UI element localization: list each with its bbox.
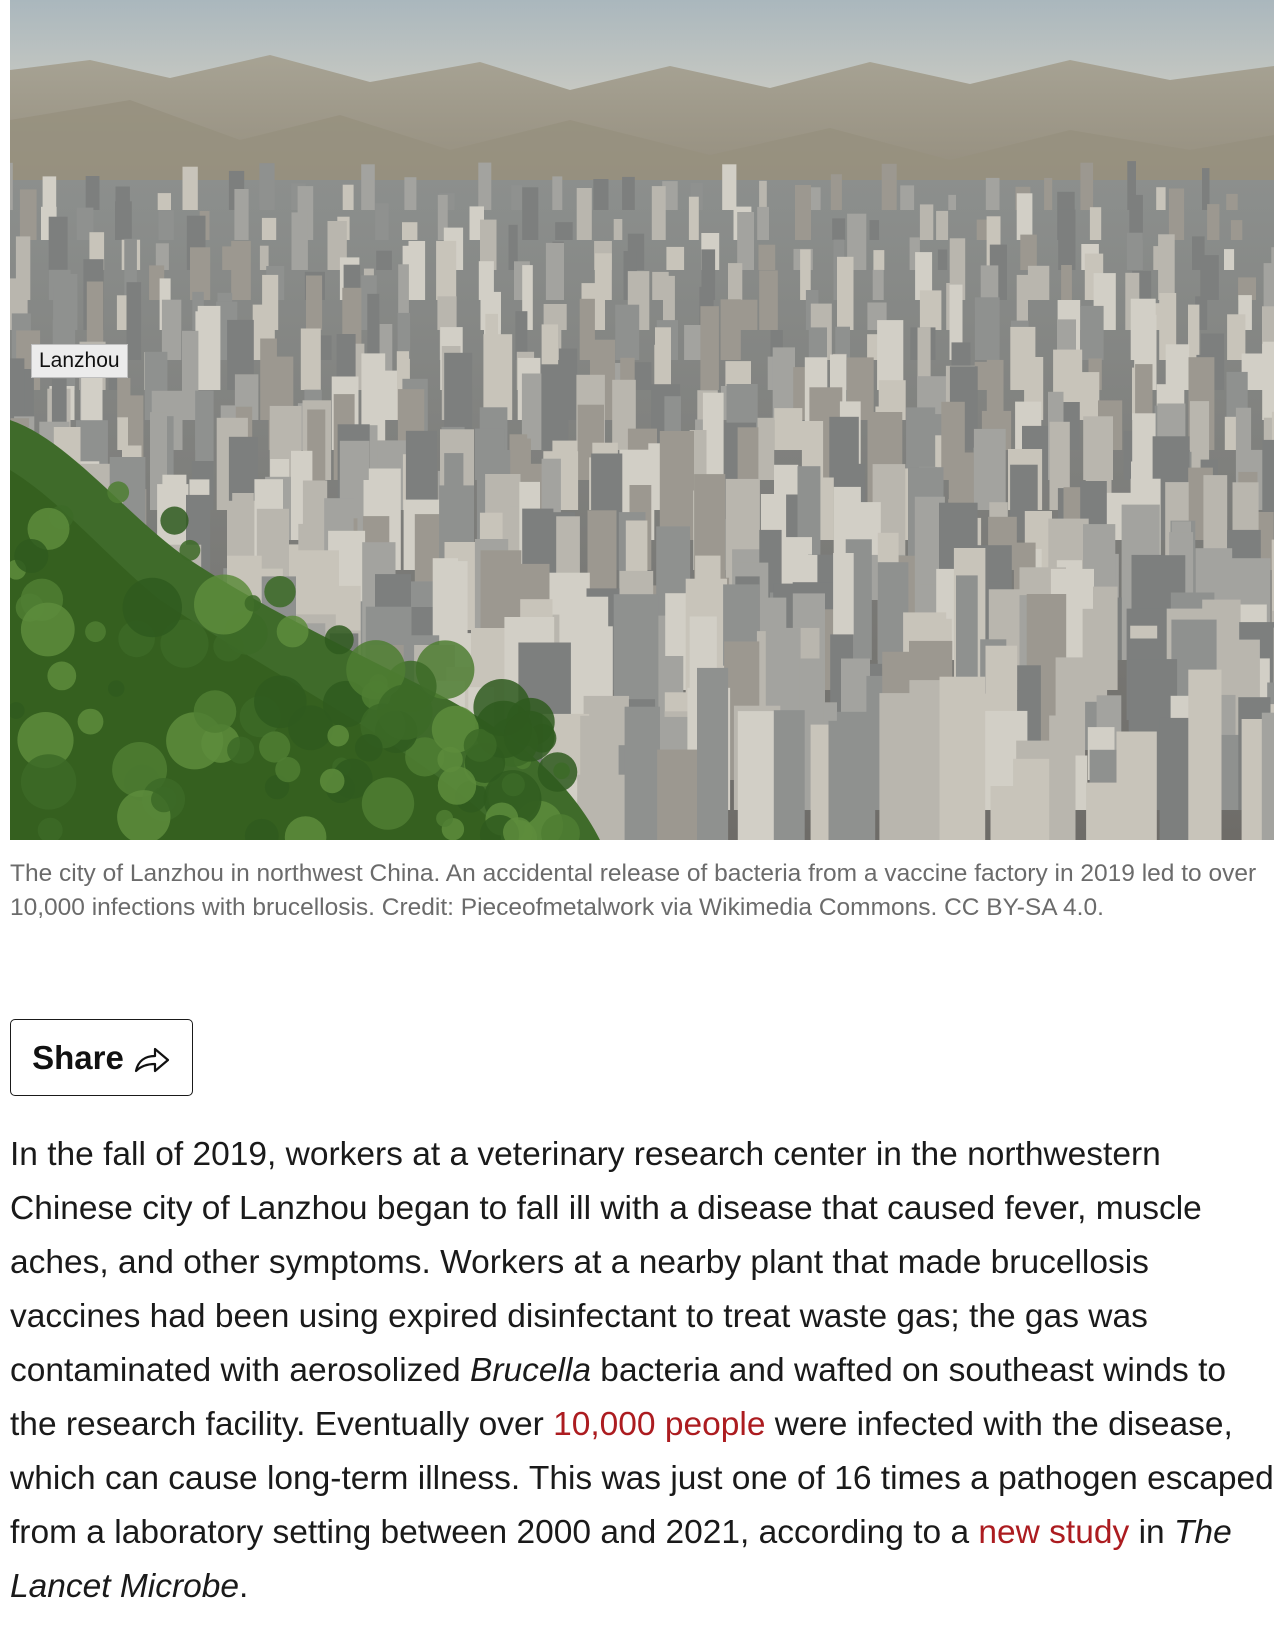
building-shape bbox=[831, 174, 842, 210]
building-shape bbox=[522, 187, 538, 240]
building-shape bbox=[546, 243, 564, 300]
building-shape bbox=[774, 710, 805, 840]
building-shape bbox=[409, 241, 426, 300]
building-shape bbox=[1117, 732, 1157, 841]
foliage-shape bbox=[180, 540, 201, 561]
building-shape bbox=[615, 305, 639, 360]
building-shape bbox=[940, 677, 986, 840]
foliage-shape bbox=[264, 576, 295, 607]
building-shape bbox=[436, 241, 456, 300]
building-shape bbox=[873, 270, 884, 300]
building-shape bbox=[1202, 168, 1210, 210]
building-shape bbox=[1188, 670, 1221, 840]
building-shape bbox=[1224, 249, 1234, 270]
building-shape bbox=[795, 185, 811, 240]
building-shape bbox=[541, 364, 568, 450]
building-shape bbox=[552, 176, 562, 210]
building-shape bbox=[1262, 344, 1274, 420]
building-shape bbox=[10, 163, 13, 210]
hero-image bbox=[10, 0, 1274, 840]
building-shape bbox=[625, 707, 660, 840]
building-shape bbox=[900, 185, 914, 210]
link-new-study[interactable]: new study bbox=[978, 1514, 1130, 1551]
foliage-shape bbox=[21, 754, 76, 809]
building-shape bbox=[1188, 305, 1199, 360]
building-shape bbox=[1169, 189, 1184, 241]
building-shape bbox=[343, 185, 354, 210]
building-shape bbox=[1058, 210, 1075, 270]
foliage-shape bbox=[553, 763, 570, 780]
building-shape bbox=[739, 300, 758, 330]
image-location-label: Lanzhou bbox=[31, 344, 128, 378]
building-shape bbox=[759, 181, 767, 210]
foliage-shape bbox=[14, 539, 48, 573]
image-caption: The city of Lanzhou in northwest China. An accidental release of bacteria from a vaccine factory in 2019 led to over 10,000 infections with brucellosis. Credit: Pieceofmetalwork via Wikimedia Commons. CC BY-SA 4.0. bbox=[10, 860, 1257, 921]
building-shape bbox=[361, 164, 375, 210]
building-shape bbox=[974, 429, 1006, 510]
building-shape bbox=[367, 294, 379, 360]
foliage-shape bbox=[21, 603, 75, 657]
building-shape bbox=[614, 219, 623, 240]
building-shape bbox=[115, 201, 132, 240]
building-shape bbox=[666, 247, 684, 270]
building-shape bbox=[1044, 178, 1052, 210]
building-shape bbox=[920, 204, 933, 240]
foliage-shape bbox=[502, 773, 525, 796]
foliage-shape bbox=[277, 616, 309, 648]
building-shape bbox=[159, 210, 174, 240]
building-shape bbox=[1081, 372, 1100, 420]
foliage-shape bbox=[504, 711, 555, 762]
building-shape bbox=[404, 177, 416, 210]
building-shape bbox=[832, 218, 845, 240]
building-shape bbox=[759, 245, 776, 270]
building-shape bbox=[49, 217, 68, 270]
foliage-shape bbox=[288, 705, 333, 750]
foliage-shape bbox=[355, 734, 383, 762]
building-shape bbox=[1017, 193, 1033, 240]
building-shape bbox=[478, 163, 491, 210]
building-shape bbox=[652, 186, 666, 240]
building-shape bbox=[1020, 235, 1037, 270]
link-10000-people[interactable]: 10,000 people bbox=[553, 1406, 766, 1443]
building-shape bbox=[758, 418, 775, 480]
foliage-shape bbox=[320, 769, 345, 794]
article-paragraph bbox=[10, 1128, 1278, 1614]
building-shape bbox=[870, 220, 880, 240]
foliage-shape bbox=[85, 621, 106, 642]
building-shape bbox=[757, 207, 769, 240]
share-arrow-icon bbox=[133, 1045, 171, 1075]
paragraph-text: bacteria and wafted on southeast winds to the research facility. Eventually over bbox=[10, 1352, 1227, 1443]
building-shape bbox=[1049, 716, 1075, 841]
building-shape bbox=[301, 329, 321, 391]
foliage-shape bbox=[194, 690, 237, 733]
building-shape bbox=[660, 431, 694, 540]
building-shape bbox=[1226, 194, 1238, 210]
share-button[interactable] bbox=[10, 1019, 193, 1096]
building-shape bbox=[20, 189, 37, 240]
foliage-shape bbox=[245, 595, 261, 611]
paragraph-end: . bbox=[239, 1568, 249, 1605]
paragraph-text: In the fall of 2019, workers at a veterinary research center in the northwestern Chinese city of Lanzhou began to fall ill with a disease that caused fever, muscle aches, and other symptoms. Workers at a nearby plant that made brucellosis vaccines had been using expired disinfectant to treat waste gas; the gas was contaminated with aerosolized bbox=[10, 1136, 1202, 1389]
building-shape bbox=[1231, 220, 1242, 240]
city-photo bbox=[10, 0, 1274, 840]
building-shape bbox=[938, 250, 947, 271]
building-shape bbox=[689, 197, 699, 240]
building-shape bbox=[986, 178, 1000, 210]
building-shape bbox=[975, 297, 1000, 360]
foliage-shape bbox=[436, 810, 453, 827]
building-shape bbox=[127, 282, 142, 360]
share-label: Share bbox=[32, 1038, 124, 1076]
building-shape bbox=[1080, 306, 1104, 360]
foliage-shape bbox=[123, 578, 182, 637]
foliage-shape bbox=[362, 777, 414, 829]
building-shape bbox=[759, 270, 778, 330]
building-shape bbox=[1227, 314, 1245, 360]
building-shape bbox=[198, 306, 221, 390]
building-shape bbox=[700, 306, 719, 390]
building-shape bbox=[1028, 266, 1049, 300]
paragraph-text: were infected with the disease, which can cause long-term illness. This was just one of 16 times a pathogen escaped from a laboratory setting between 2000 and 2021, according to a bbox=[10, 1406, 1274, 1551]
foliage-shape bbox=[47, 662, 76, 691]
paragraph-text: in bbox=[1129, 1514, 1174, 1551]
building-shape bbox=[306, 276, 322, 331]
building-shape bbox=[936, 211, 948, 240]
building-shape bbox=[43, 176, 57, 210]
foliage-shape bbox=[259, 731, 290, 762]
building-shape bbox=[877, 320, 903, 390]
building-shape bbox=[402, 222, 417, 240]
building-shape bbox=[86, 176, 100, 210]
building-shape bbox=[920, 290, 942, 330]
building-shape bbox=[697, 668, 728, 840]
building-shape bbox=[1200, 255, 1219, 300]
building-shape bbox=[376, 251, 392, 270]
building-shape bbox=[162, 300, 181, 360]
building-shape bbox=[882, 164, 897, 210]
building-shape bbox=[1262, 713, 1274, 840]
building-shape bbox=[259, 163, 274, 210]
building-shape bbox=[1080, 163, 1093, 210]
foliage-shape bbox=[325, 625, 354, 654]
italic-brucella: Brucella bbox=[469, 1352, 591, 1389]
building-shape bbox=[1207, 204, 1219, 240]
building-shape bbox=[1061, 265, 1072, 300]
foliage-shape bbox=[227, 737, 254, 764]
building-shape bbox=[262, 218, 276, 240]
building-shape bbox=[738, 711, 776, 840]
building-shape bbox=[948, 195, 956, 210]
building-shape bbox=[375, 203, 389, 240]
foliage-shape bbox=[151, 787, 177, 813]
building-shape bbox=[837, 257, 854, 330]
building-shape bbox=[292, 212, 308, 270]
building-shape bbox=[1166, 344, 1190, 390]
journal-title: The Lancet Microbe bbox=[10, 1514, 1232, 1605]
foliage-shape bbox=[160, 506, 188, 534]
building-shape bbox=[183, 167, 198, 210]
foliage-shape bbox=[78, 709, 104, 735]
building-shape bbox=[829, 721, 876, 840]
building-shape bbox=[593, 179, 608, 210]
building-shape bbox=[158, 193, 171, 210]
building-shape bbox=[774, 408, 802, 450]
building-shape bbox=[555, 222, 573, 240]
building-shape bbox=[728, 263, 742, 300]
building-shape bbox=[231, 241, 251, 300]
foliage-shape bbox=[327, 725, 349, 747]
building-shape bbox=[511, 185, 522, 210]
building-shape bbox=[1090, 207, 1101, 240]
building-shape bbox=[722, 164, 736, 210]
foliage-shape bbox=[438, 766, 476, 804]
building-shape bbox=[234, 189, 248, 240]
building-shape bbox=[1156, 187, 1165, 210]
foliage-shape bbox=[108, 680, 124, 696]
building-shape bbox=[873, 250, 884, 270]
building-shape bbox=[684, 325, 701, 360]
building-shape bbox=[721, 299, 741, 360]
building-shape bbox=[577, 188, 592, 240]
building-shape bbox=[483, 334, 512, 420]
building-shape bbox=[737, 212, 754, 270]
building-shape bbox=[1127, 233, 1143, 270]
foliage-shape bbox=[107, 481, 129, 503]
building-shape bbox=[1158, 234, 1175, 300]
foliage-shape bbox=[377, 685, 432, 740]
building-shape bbox=[622, 177, 635, 210]
